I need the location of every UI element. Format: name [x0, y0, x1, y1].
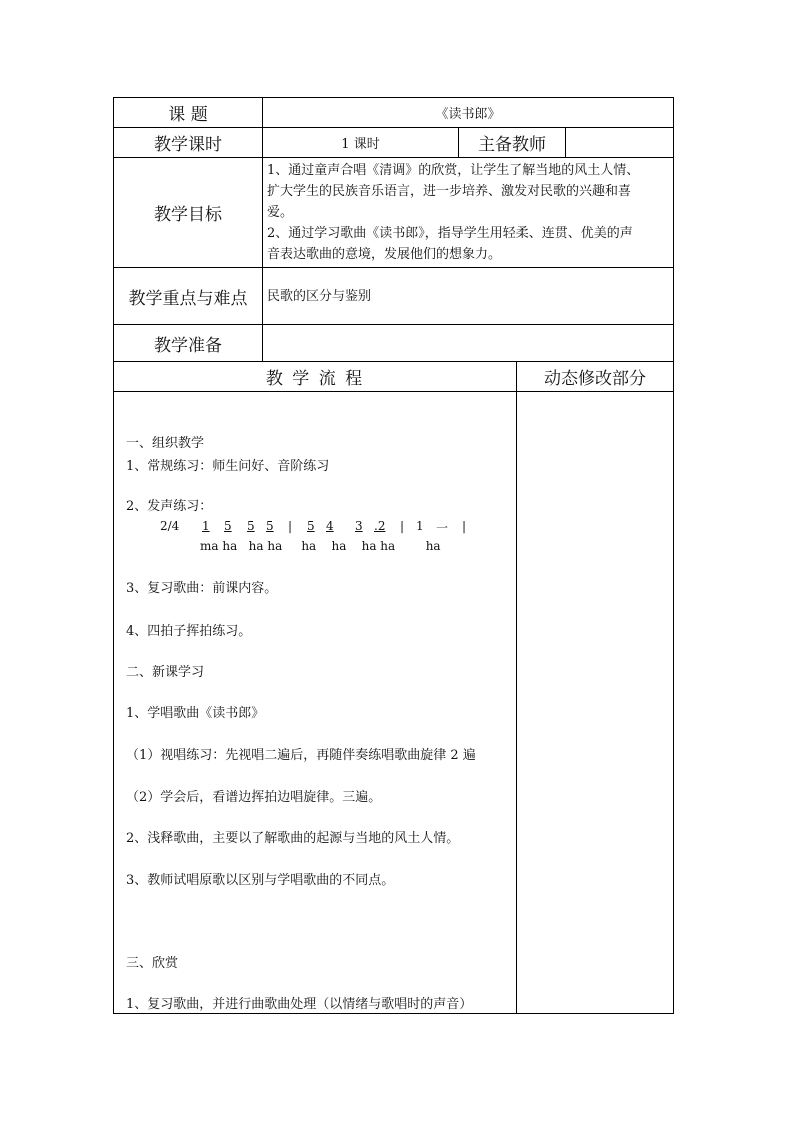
goals-label: 教学目标 [114, 158, 263, 268]
goals-line: 扩大学生的民族音乐语言，进一步培养、激发对民歌的兴趣和喜 [267, 184, 632, 199]
revision-header: 动态修改部分 [517, 362, 674, 392]
note: 1 [202, 519, 210, 533]
key-points-value: 民歌的区分与鉴别 [263, 268, 674, 325]
key-points-label: 教学重点与难点 [114, 268, 263, 325]
goals-content [263, 158, 674, 268]
topic-label: 课 题 [114, 98, 263, 128]
note: 4 [326, 519, 334, 533]
prep-label: 教学准备 [114, 325, 263, 362]
goals-line: 2、通过学习歌曲《读书郎》，指导学生用轻柔、连贯、优美的声 [267, 226, 633, 241]
vocal-notation [160, 519, 490, 559]
barline: | [400, 519, 405, 533]
item-learn-song: 1、学唱歌曲《读书郎》 [126, 706, 265, 721]
barline: | [462, 519, 467, 533]
revision-area [517, 392, 674, 1014]
teacher-label: 主备教师 [459, 128, 566, 158]
teacher-value [566, 128, 674, 158]
key-points-row [114, 268, 674, 325]
section-appreciation: 三、欣赏 [126, 956, 179, 971]
item-vocal-practice: 2、发声练习： [126, 499, 213, 514]
item-review-song: 3、复习歌曲：前课内容。 [126, 581, 278, 596]
item-song-processing: 1、复习歌曲，并进行曲歌曲处理（以情绪与歌唱时的声音） [126, 997, 473, 1012]
barline: | [288, 519, 293, 533]
hours-label: 教学课时 [114, 128, 263, 158]
topic-row [114, 98, 674, 128]
goals-line: 爱。 [267, 205, 294, 220]
hours-row [114, 128, 674, 158]
section-new-lesson: 二、新课学习 [126, 665, 205, 680]
flow-content [114, 392, 517, 1014]
flow-header-row [114, 362, 674, 392]
goals-line: 1、通过童声合唱《清调》的欣赏，让学生了解当地的风土人情、 [267, 163, 640, 178]
item-sight-singing: （1）视唱练习：先视唱二遍后，再随伴奏练唱歌曲旋律 2 遍 [126, 748, 476, 763]
item-explain-song: 2、浅释歌曲，主要以了解歌曲的起源与当地的风土人情。 [126, 831, 460, 846]
note: .2 [374, 519, 386, 533]
topic-value: 《读书郎》 [263, 98, 674, 128]
flow-body-row [114, 392, 674, 1014]
section-organize: 一、组织教学 [126, 436, 205, 451]
item-beat-practice: 4、四拍子挥拍练习。 [126, 624, 252, 639]
note: 5 [224, 519, 232, 533]
time-signature: 2/4 [160, 519, 180, 533]
notation-lyrics: ma ha ha ha ha ha ha ha ha [200, 539, 441, 553]
item-routine-practice: 1、常规练习：师生问好、音阶练习 [126, 459, 330, 474]
lesson-plan-table [113, 97, 674, 1014]
flow-header: 教 学 流 程 [114, 362, 517, 392]
item-conduct-sing: （2）学会后，看谱边挥拍边唱旋律。三遍。 [126, 790, 382, 805]
item-teacher-demo: 3、教师试唱原歌以区别与学唱歌曲的不同点。 [126, 873, 395, 888]
goals-row [114, 158, 674, 268]
note: 5 [247, 519, 255, 533]
prep-value [263, 325, 674, 362]
hours-value: 1 课时 [263, 128, 459, 158]
note: 5 [307, 519, 315, 533]
dash: 一 [436, 521, 449, 535]
lesson-plan-sheet [113, 97, 673, 1014]
note: 1 [416, 519, 424, 533]
note: 5 [266, 519, 274, 533]
prep-row [114, 325, 674, 362]
note: 3 [355, 519, 363, 533]
goals-line: 音表达歌曲的意境，发展他们的想象力。 [267, 247, 502, 262]
